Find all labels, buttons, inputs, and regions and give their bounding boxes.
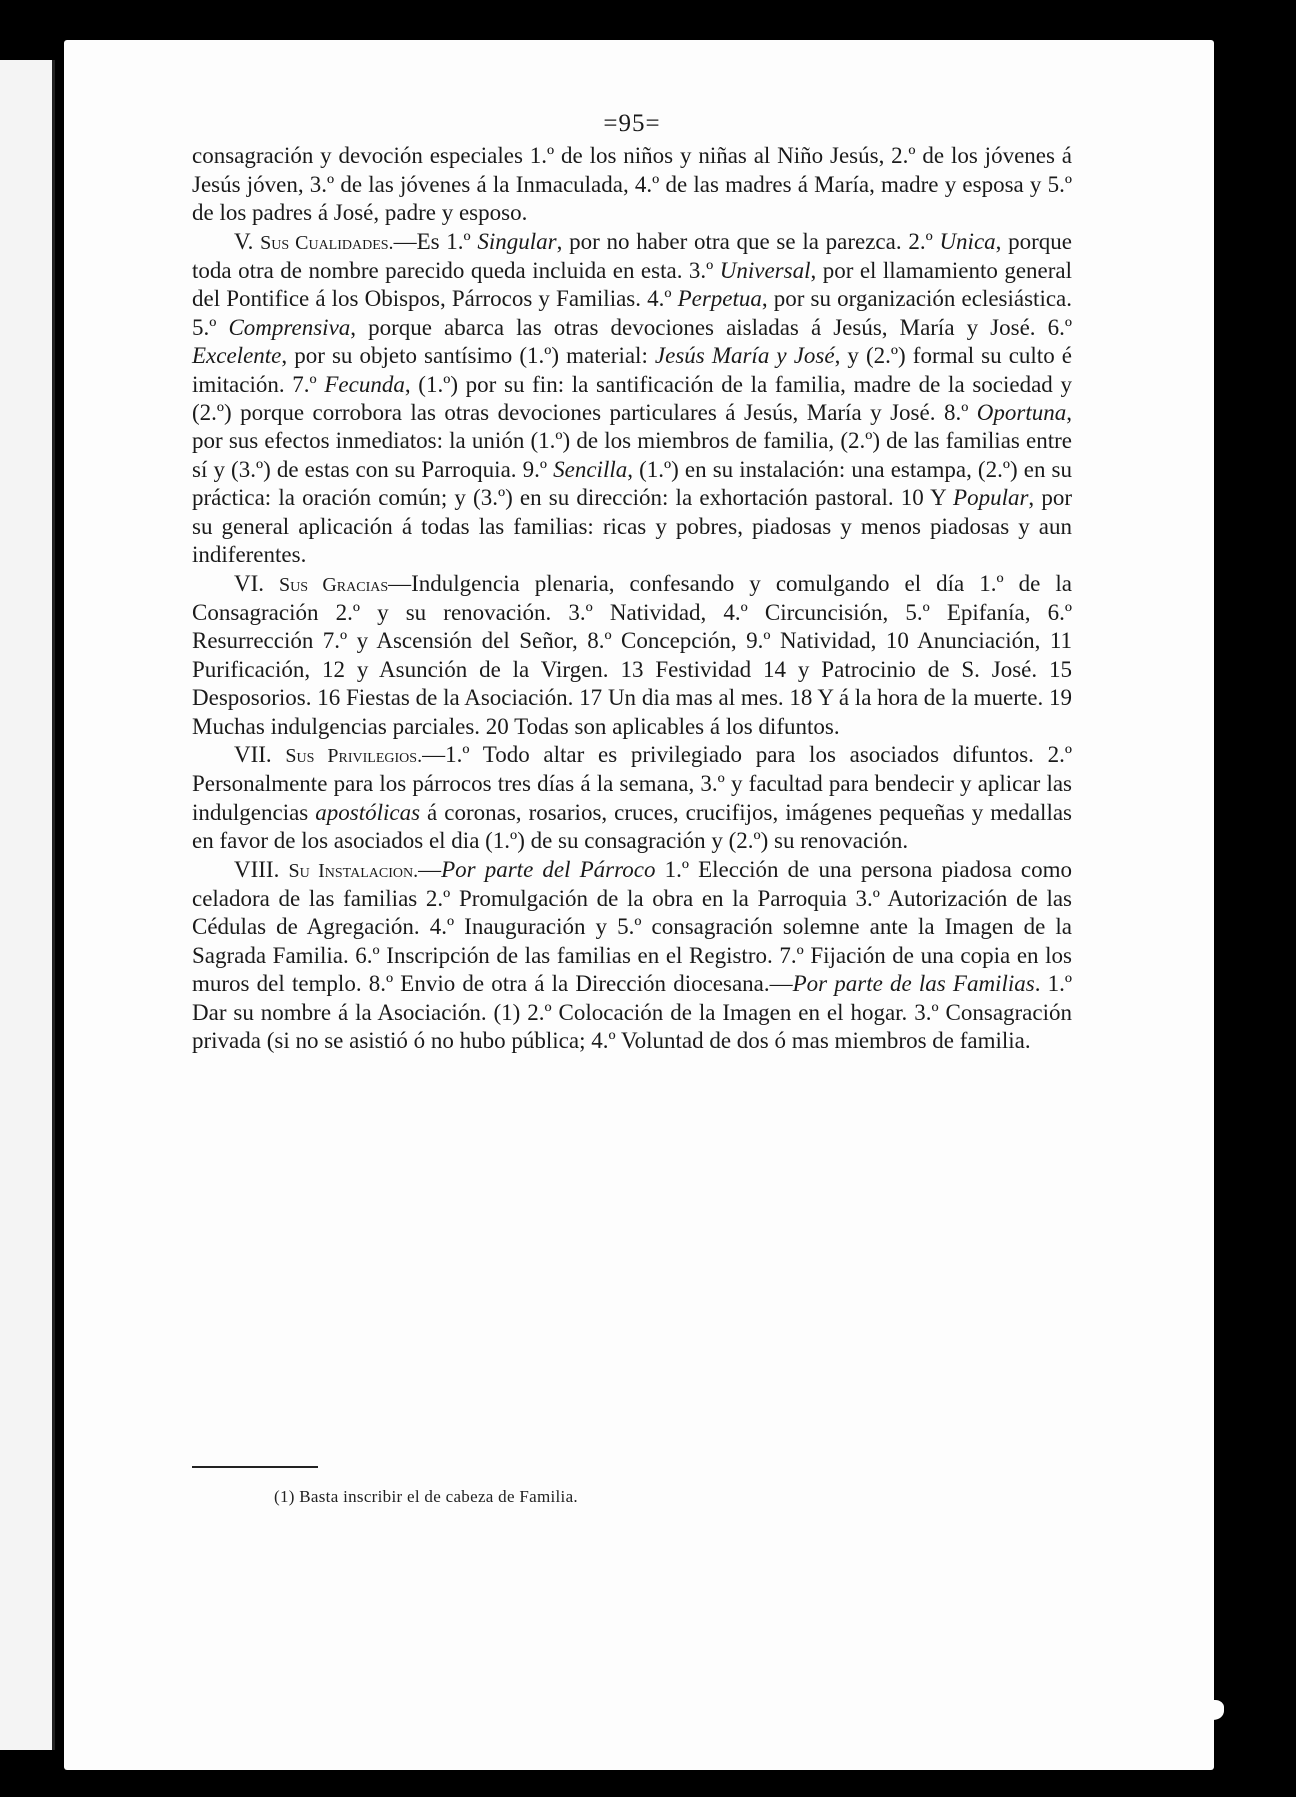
text-run: , y (2.º) formal su culto é imitación. 7.º xyxy=(192,343,1072,397)
text-run: — xyxy=(418,856,442,882)
paragraph xyxy=(192,741,1072,856)
text-run: V. xyxy=(234,228,261,254)
italic-term: Fecunda xyxy=(324,371,405,397)
section-heading: Sus Cualidades. xyxy=(260,231,394,254)
italic-term: Excelente xyxy=(192,343,282,369)
section-heading: Sus Privilegios. xyxy=(285,744,423,767)
text-run: , (1.º) en su instalación: una estampa, (2.º) en su práctica: la oración común; y (3.º) en su dirección: la exhortación pastoral. 10 Y xyxy=(192,456,1073,511)
italic-term: Por parte del Párroco xyxy=(441,856,656,882)
paragraph-list xyxy=(192,142,1072,1055)
text-run: —Es 1.º xyxy=(393,228,478,254)
italic-term: Comprensiva xyxy=(228,314,351,340)
text-run: , por no haber otra que se la parezca. 2.º xyxy=(556,228,940,254)
text-run: VI. xyxy=(234,570,280,596)
text-run: á coronas, rosarios, cruces, crucifijos, imágenes pequeñas y medallas en favor de los asociados el dia (1.º) de su consagración y (2.º) su renovación. xyxy=(192,799,1072,854)
italic-term: apostólicas xyxy=(315,799,421,825)
text-run: VIII. xyxy=(234,856,289,882)
paragraph xyxy=(192,142,1072,227)
section-heading: Su Instalacion. xyxy=(288,859,419,882)
text-run: 1.º Elección de una persona piadosa como celadora de las familias 2.º Promulgación de la obra en la Parroquia 3.º Autorización de las Cédulas de Agregación. 4.º Inauguración y 5.º consagración solemne ante la Imagen de la Sagrada Familia. 6.º Inscripción de las familias en el Registro. 7.º Fijación de una copia en los muros del templo. 8.º Envio de otra á la Dirección diocesana.— xyxy=(192,856,1073,997)
page-number: =95= xyxy=(603,110,661,137)
italic-term: Universal xyxy=(719,258,811,284)
page-corner-blot xyxy=(1200,1700,1224,1720)
text-run: . 1.º Dar su nombre á la Asociación. (1) 2.º Colocación de la Imagen en el hogar. 3.º Consagración privada (si no se asistió ó no hubo pública; 4.º Voluntad de dos ó mas miembros de familia. xyxy=(192,971,1072,1053)
text-run: , por su objeto santísimo (1.º) material: xyxy=(281,343,655,369)
italic-term: Perpetua xyxy=(677,286,762,312)
page-body xyxy=(192,110,1072,1055)
text-run: , por sus efectos inmediatos: la unión (1.º) de los miembros de familia, (2.º) de las familias entre sí y (3.º) de estas con su Parroquia. 9.º xyxy=(192,400,1072,482)
text-run: VII. xyxy=(234,741,286,767)
previous-page-edge xyxy=(0,60,55,1750)
italic-term: Popular xyxy=(953,485,1029,511)
text-run: , (1.º) por su fin: la santificación de la familia, madre de la sociedad y (2.º) porque corrobora las otras devociones particulares á Jesús, María y José. 8.º xyxy=(192,371,1072,426)
italic-term: Por parte de las Familias xyxy=(792,971,1035,997)
text-run: —Indulgencia plenaria, confesando y comulgando el día 1.º de la Consagración 2.º y su renovación. 3.º Natividad, 4.º Circuncisión, 5.º Epifanía, 6.º Resurrección 7.º y Ascensión del Señor, 8.º Concepción, 9.º Natividad, 10 Anunciación, 11 Purificación, 12 y Asunción de la Virgen. 13 Festividad 14 y Patrocinio de S. José. 15 Desposorios. 16 Fiestas de la Asociación. 17 Un dia mas al mes. 18 Y á la hora de la muerte. 19 Muchas indulgencias parciales. 20 Todas son aplicables á los difuntos. xyxy=(192,570,1072,739)
paragraph xyxy=(192,228,1072,570)
text-run: , porque toda otra de nombre parecido queda incluida en esta. 3.º xyxy=(192,228,1072,284)
text-run: , por su organización eclesiástica. 5.º xyxy=(192,286,1072,340)
italic-term: Oportuna xyxy=(976,400,1067,426)
text-run: —1.º Todo altar es privilegiado para los asociados difuntos. 2.º Personalmente para los párrocos tres días á la semana, 3.º y facultad para bendecir y aplicar las indulgencias xyxy=(192,741,1073,825)
text-run: , porque abarca las otras devociones aisladas á Jesús, María y José. 6.º xyxy=(350,314,1072,340)
paragraph xyxy=(192,856,1072,1056)
text-run: consagración y devoción especiales 1.º de los niños y niñas al Niño Jesús, 2.º de los jóvenes á Jesús jóven, 3.º de las jóvenes á la Inmaculada, 4.º de las madres á María, madre y esposa y 5.º de los padres á José, padre y esposo. xyxy=(192,143,1072,226)
footnote: (1) Basta inscribir el de cabeza de Familia. xyxy=(274,1487,578,1506)
text-run: , por su general aplicación á todas las familias: ricas y pobres, piadosas y menos piadosas y aun indiferentes. xyxy=(192,485,1072,568)
italic-term: Unica xyxy=(939,228,996,254)
paragraph xyxy=(192,570,1072,741)
section-heading: Sus Gracias xyxy=(279,573,389,596)
italic-term: Sencilla xyxy=(553,456,628,482)
italic-term: Jesús María y José xyxy=(654,343,835,369)
italic-term: Singular xyxy=(477,228,557,254)
footnote-divider xyxy=(192,1466,318,1468)
text-run: , por el llamamiento general del Pontifice á los Obispos, Párrocos y Familias. 4.º xyxy=(192,258,1072,312)
